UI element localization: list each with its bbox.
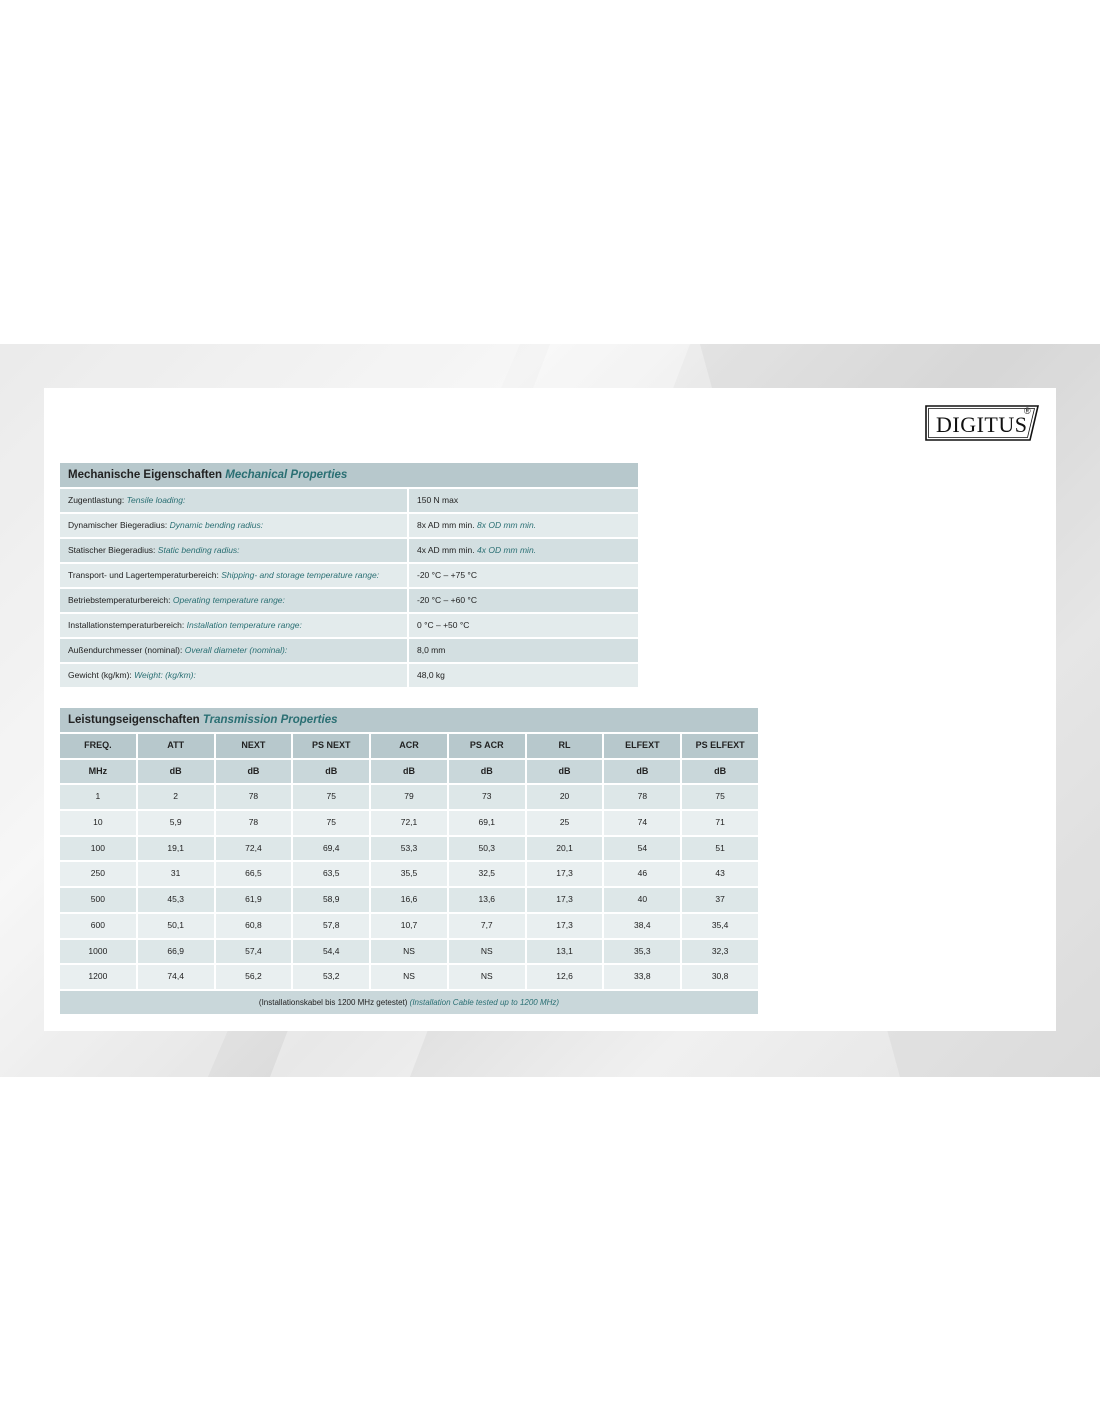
table-cell: NS <box>449 940 525 964</box>
column-header: ELFEXT <box>604 734 680 758</box>
property-label-en: Installation temperature range: <box>186 620 302 630</box>
transmission-section-header <box>60 708 758 732</box>
table-cell: 74,4 <box>138 965 214 989</box>
column-header: PS ELFEXT <box>682 734 758 758</box>
digitus-logo <box>924 404 1040 442</box>
table-cell: 43 <box>682 862 758 886</box>
table-cell: 17,3 <box>527 862 603 886</box>
mechanical-properties-table <box>60 463 638 687</box>
column-header: ATT <box>138 734 214 758</box>
table-cell: 33,8 <box>604 965 680 989</box>
property-value-text: 8x AD mm min. <box>417 520 475 530</box>
table-cell: 53,2 <box>293 965 369 989</box>
unit-cell: dB <box>682 760 758 784</box>
property-label-de: Zugentlastung: <box>68 495 125 505</box>
table-cell: 74 <box>604 811 680 835</box>
table-cell: 17,3 <box>527 888 603 912</box>
column-header: PS NEXT <box>293 734 369 758</box>
property-value <box>409 589 638 612</box>
property-label-en: Operating temperature range: <box>172 595 285 605</box>
transmission-properties-table <box>60 708 758 1014</box>
table-cell: NS <box>449 965 525 989</box>
table-cell: 66,9 <box>138 940 214 964</box>
table-cell: 79 <box>371 785 447 809</box>
mechanical-row <box>60 589 638 612</box>
table-cell: 25 <box>527 811 603 835</box>
table-cell: 78 <box>216 811 292 835</box>
table-cell: 250 <box>60 862 136 886</box>
table-cell: NS <box>371 940 447 964</box>
table-cell: 100 <box>60 837 136 861</box>
column-header: PS ACR <box>449 734 525 758</box>
table-cell: 69,1 <box>449 811 525 835</box>
table-cell: 72,4 <box>216 837 292 861</box>
table-cell: 71 <box>682 811 758 835</box>
footnote-de: (Installationskabel bis 1200 MHz getestet) <box>258 997 408 1007</box>
table-cell: 45,3 <box>138 888 214 912</box>
property-label-de: Installationstemperaturbereich: <box>68 620 185 630</box>
mechanical-row <box>60 639 638 662</box>
table-cell: 13,1 <box>527 940 603 964</box>
mechanical-row <box>60 664 638 687</box>
property-value-en: 8x OD mm min. <box>477 520 537 530</box>
property-label-en: Static bending radius: <box>157 545 240 555</box>
property-value-text: -20 °C – +75 °C <box>417 570 477 580</box>
unit-cell: dB <box>527 760 603 784</box>
property-value <box>409 514 638 537</box>
property-value-text: 150 N max <box>417 495 459 505</box>
property-value-text: -20 °C – +60 °C <box>417 595 477 605</box>
property-label-en: Weight: (kg/km): <box>134 670 196 680</box>
table-cell: 600 <box>60 914 136 938</box>
property-label <box>60 664 407 687</box>
table-cell: 13,6 <box>449 888 525 912</box>
table-cell: 72,1 <box>371 811 447 835</box>
property-label-en: Overall diameter (nominal): <box>184 645 288 655</box>
table-cell: 73 <box>449 785 525 809</box>
table-cell: 32,3 <box>682 940 758 964</box>
table-cell: 19,1 <box>138 837 214 861</box>
table-footnote <box>60 991 758 1014</box>
mechanical-section-header <box>60 463 638 487</box>
registered-mark: ® <box>1024 406 1031 416</box>
table-cell: 63,5 <box>293 862 369 886</box>
property-label <box>60 589 407 612</box>
unit-cell: MHz <box>60 760 136 784</box>
logo-text: DIGITUS <box>936 412 1028 437</box>
table-cell: 30,8 <box>682 965 758 989</box>
table-cell: 16,6 <box>371 888 447 912</box>
table-cell: 78 <box>216 785 292 809</box>
footnote-en: (Installation Cable tested up to 1200 MHz) <box>409 997 560 1007</box>
property-label-en: Dynamic bending radius: <box>169 520 264 530</box>
property-label <box>60 489 407 512</box>
property-label-de: Statischer Biegeradius: <box>68 545 156 555</box>
table-cell: 20 <box>527 785 603 809</box>
property-label-en: Tensile loading: <box>126 495 186 505</box>
table-cell: 58,9 <box>293 888 369 912</box>
unit-cell: dB <box>216 760 292 784</box>
section-title-en: Transmission Properties <box>202 714 338 726</box>
table-cell: 500 <box>60 888 136 912</box>
property-label-de: Dynamischer Biegeradius: <box>68 520 168 530</box>
table-cell: 31 <box>138 862 214 886</box>
table-cell: 46 <box>604 862 680 886</box>
table-cell: 53,3 <box>371 837 447 861</box>
table-cell: 1200 <box>60 965 136 989</box>
mechanical-row <box>60 489 638 512</box>
table-cell: 78 <box>604 785 680 809</box>
table-cell: 50,1 <box>138 914 214 938</box>
column-header: ACR <box>371 734 447 758</box>
table-cell: 38,4 <box>604 914 680 938</box>
property-value <box>409 489 638 512</box>
table-cell: 60,8 <box>216 914 292 938</box>
property-label-en: Shipping- and storage temperature range: <box>221 570 380 580</box>
property-value <box>409 539 638 562</box>
table-cell: 35,5 <box>371 862 447 886</box>
unit-cell: dB <box>293 760 369 784</box>
property-label-de: Gewicht (kg/km): <box>68 670 132 680</box>
table-cell: 57,4 <box>216 940 292 964</box>
property-label <box>60 639 407 662</box>
table-cell: 2 <box>138 785 214 809</box>
section-title-en: Mechanical Properties <box>225 469 348 481</box>
transmission-grid <box>60 734 758 989</box>
column-header: FREQ. <box>60 734 136 758</box>
property-label <box>60 514 407 537</box>
table-cell: 75 <box>293 811 369 835</box>
property-value <box>409 564 638 587</box>
table-cell: NS <box>371 965 447 989</box>
unit-cell: dB <box>449 760 525 784</box>
property-label <box>60 564 407 587</box>
table-cell: 40 <box>604 888 680 912</box>
table-cell: 12,6 <box>527 965 603 989</box>
table-cell: 54,4 <box>293 940 369 964</box>
unit-cell: dB <box>371 760 447 784</box>
property-value-en: 4x OD mm min. <box>477 545 537 555</box>
property-value-text: 0 °C – +50 °C <box>417 620 470 630</box>
property-label-de: Betriebstemperaturbereich: <box>68 595 171 605</box>
property-label-de: Außendurchmesser (nominal): <box>68 645 183 655</box>
property-value-text: 48,0 kg <box>417 670 445 680</box>
table-cell: 17,3 <box>527 914 603 938</box>
table-cell: 66,5 <box>216 862 292 886</box>
table-cell: 10,7 <box>371 914 447 938</box>
property-label <box>60 539 407 562</box>
section-title-de: Leistungseigenschaften <box>68 714 200 726</box>
table-cell: 1 <box>60 785 136 809</box>
table-cell: 10 <box>60 811 136 835</box>
table-cell: 51 <box>682 837 758 861</box>
property-value <box>409 639 638 662</box>
table-cell: 32,5 <box>449 862 525 886</box>
unit-cell: dB <box>138 760 214 784</box>
unit-cell: dB <box>604 760 680 784</box>
property-label <box>60 614 407 637</box>
table-cell: 37 <box>682 888 758 912</box>
section-title-de: Mechanische Eigenschaften <box>68 469 223 481</box>
property-value <box>409 664 638 687</box>
mechanical-row <box>60 539 638 562</box>
table-cell: 35,3 <box>604 940 680 964</box>
table-cell: 69,4 <box>293 837 369 861</box>
mechanical-row <box>60 614 638 637</box>
property-label-de: Transport- und Lagertemperaturbereich: <box>68 570 219 580</box>
table-cell: 75 <box>293 785 369 809</box>
table-cell: 61,9 <box>216 888 292 912</box>
property-value-text: 4x AD mm min. <box>417 545 475 555</box>
mechanical-row <box>60 564 638 587</box>
table-cell: 7,7 <box>449 914 525 938</box>
property-value <box>409 614 638 637</box>
property-value-text: 8,0 mm <box>417 645 446 655</box>
table-cell: 1000 <box>60 940 136 964</box>
table-cell: 54 <box>604 837 680 861</box>
column-header: NEXT <box>216 734 292 758</box>
table-cell: 57,8 <box>293 914 369 938</box>
table-cell: 5,9 <box>138 811 214 835</box>
table-cell: 50,3 <box>449 837 525 861</box>
datasheet-card <box>44 388 1056 1031</box>
table-cell: 20,1 <box>527 837 603 861</box>
mechanical-row <box>60 514 638 537</box>
column-header: RL <box>527 734 603 758</box>
table-cell: 75 <box>682 785 758 809</box>
table-cell: 35,4 <box>682 914 758 938</box>
table-cell: 56,2 <box>216 965 292 989</box>
